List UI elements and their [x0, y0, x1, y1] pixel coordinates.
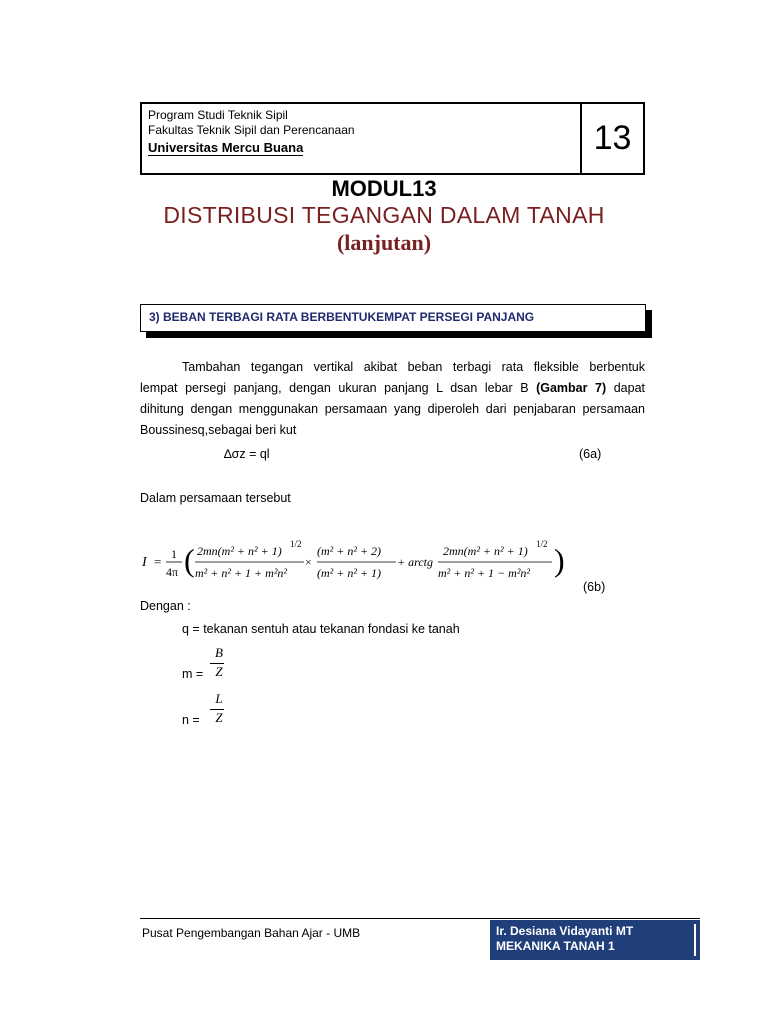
- times-sign: ×: [305, 555, 312, 569]
- term2-denominator: (m² + n² + 1): [317, 566, 382, 580]
- footer-divider: [140, 918, 700, 919]
- n-denominator: Z: [215, 710, 223, 725]
- term2-numerator: (m² + n² + 2): [317, 544, 382, 558]
- dengan-label: Dengan :: [140, 599, 191, 613]
- university-name-text: Universitas Mercu Buana: [148, 140, 304, 155]
- footer-author: Ir. Desiana Vidayanti MT: [496, 924, 634, 938]
- term1-exponent: 1/2: [290, 539, 302, 549]
- header-box: [140, 102, 645, 175]
- n-numerator: L: [215, 691, 223, 706]
- equation-6a: ∆σz = ql: [224, 447, 270, 461]
- paragraph-line: [140, 378, 645, 399]
- term1-numerator: 2mn(m² + n² + 1): [197, 544, 282, 558]
- footer-course: MEKANIKA TANAH 1: [496, 939, 615, 953]
- module-note: (lanjutan): [336, 230, 432, 255]
- module-title: MODUL13: [331, 176, 437, 201]
- m-numerator: B: [215, 645, 223, 660]
- paragraph-text: lempat persegi panjang, dengan ukuran panjang L dsan lebar B: [140, 381, 537, 395]
- paragraph-line: dihitung dengan menggunakan persamaan yang diperoleh dari penjabaran persamaan: [140, 402, 645, 416]
- equation-6b: [140, 532, 580, 590]
- university-name: [148, 139, 580, 156]
- paragraph-line: Tambahan tegangan vertikal akibat beban terbagi rata fleksible berbentuk: [182, 360, 645, 374]
- equation-6b-label: (6b): [583, 580, 606, 594]
- formula-four-pi: 4π: [166, 565, 179, 579]
- program-name: Program Studi Teknik Sipil: [148, 108, 288, 122]
- section-heading: 3) BEBAN TERBAGI RATA BERBENTUKEMPAT PERSEGI PANJANG: [140, 304, 646, 332]
- header-info: [142, 104, 582, 173]
- q-definition: q = tekanan sentuh atau tekanan fondasi ke tanah: [182, 622, 460, 636]
- term3-exponent: 1/2: [536, 539, 548, 549]
- formula-I: I: [142, 555, 147, 570]
- term3-numerator: 2mn(m² + n² + 1): [443, 544, 528, 558]
- n-label: n =: [182, 713, 200, 727]
- footer-box-rule: [694, 924, 696, 956]
- left-paren: (: [184, 542, 195, 578]
- footer-author-box: [490, 920, 700, 960]
- m-denominator: Z: [215, 664, 223, 679]
- right-paren: ): [554, 542, 565, 578]
- term3-denominator: m² + n² + 1 − m²n²: [438, 566, 531, 580]
- paragraph-formula-intro: Dalam persamaan tersebut: [140, 491, 291, 505]
- module-number: 13: [593, 119, 632, 157]
- paragraph-text: dapat: [606, 381, 645, 395]
- paragraph-intro: [140, 357, 645, 441]
- equation-6a-label: (6a): [579, 447, 602, 461]
- figure-reference: (Gambar 7): [536, 381, 607, 395]
- footer-publisher: Pusat Pengembangan Bahan Ajar - UMB: [142, 926, 361, 940]
- paragraph-line: Boussinesq,sebagai beri kut: [140, 423, 297, 437]
- term1-denominator: m² + n² + 1 + m²n²: [195, 566, 288, 580]
- faculty-name: Fakultas Teknik Sipil dan Perencanaan: [148, 123, 355, 137]
- arctg-term: + arctg: [397, 555, 433, 569]
- m-label: m =: [182, 667, 204, 681]
- formula-one: 1: [171, 547, 177, 561]
- formula-equals: =: [154, 554, 162, 569]
- module-subtitle: DISTRIBUSI TEGANGAN DALAM TANAH: [163, 202, 605, 228]
